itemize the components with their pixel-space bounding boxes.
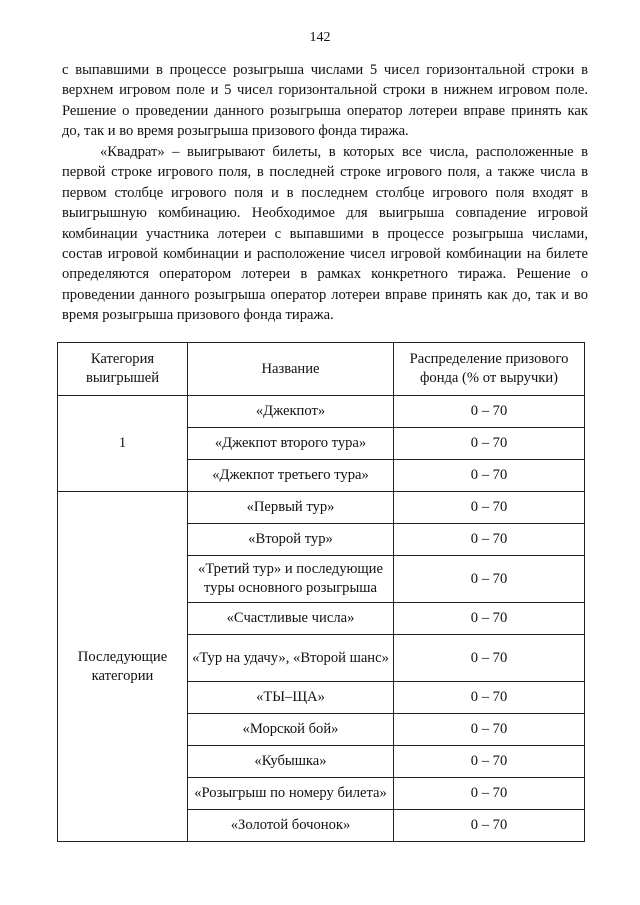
table-row [58,396,585,428]
prize-name-cell: «Джекпот второго тура» [188,428,394,460]
prize-share-cell: 0 – 70 [394,396,585,428]
prize-name-cell: «Третий тур» и последующие туры основного розыгрыша [188,556,394,603]
prize-share-cell: 0 – 70 [394,746,585,778]
prize-name-cell: «Золотой бочонок» [188,810,394,842]
paragraph-continuation: с выпавшими в процессе розыгрыша числами 5 чисел горизонтальной строки в верхнем игровом поле и 5 чисел горизонтальной строки в нижнем игровом поле. Решение о проведении данного розыгрыша оператор лотереи вправе принять как до, так и во время розыгрыша призового фонда тиража. [62,62,588,140]
category-cell: Последующие категории [58,492,188,842]
prize-share-cell: 0 – 70 [394,603,585,635]
prize-name-cell: «Первый тур» [188,492,394,524]
prize-share-cell: 0 – 70 [394,428,585,460]
prize-name-cell: «Кубышка» [188,746,394,778]
prize-name-cell: «Джекпот» [188,396,394,428]
prize-distribution-table [57,342,585,842]
prize-share-cell: 0 – 70 [394,556,585,603]
prize-share-cell: 0 – 70 [394,524,585,556]
prize-name-cell: «Джекпот третьего тура» [188,460,394,492]
prize-share-cell: 0 – 70 [394,635,585,682]
header-distribution: Распределение призового фонда (% от выручки) [394,343,585,396]
prize-share-cell: 0 – 70 [394,810,585,842]
header-category: Категория выигрышей [58,343,188,396]
prize-name-cell: «Второй тур» [188,524,394,556]
table-header-row [58,343,585,396]
prize-name-cell: «Розыгрыш по номеру билета» [188,778,394,810]
prize-name-cell: «Тур на удачу», «Второй шанс» [188,635,394,682]
prize-share-cell: 0 – 70 [394,778,585,810]
prize-name-cell: «ТЫ–ЩА» [188,682,394,714]
prize-name-cell: «Морской бой» [188,714,394,746]
page-number: 142 [309,30,331,45]
header-name: Название [188,343,394,396]
prize-share-cell: 0 – 70 [394,682,585,714]
prize-share-cell: 0 – 70 [394,460,585,492]
category-cell: 1 [58,396,188,492]
prize-name-cell: «Счастливые числа» [188,603,394,635]
table-row [58,492,585,524]
paragraph-kvadrat: «Квадрат» – выигрывают билеты, в которых все числа, расположенные в первой строке игрового поля, в последней строке игрового поля, а также числа в первом столбце игрового поля и в последнем столбце игрового поля входят в выигрышную комбинацию. Необходимое для выигрыша совпадение игровой комбинации участника лотереи с выпавшими в процессе розыгрыша числами, состав игровой комбинации и расположение чисел игровой комбинации на билете определяются оператором лотереи в рамках конкретного тиража. Решение о проведении данного розыгрыша оператор лотереи вправе принять как до, так и во время розыгрыша призового фонда тиража. [62,144,588,324]
prize-share-cell: 0 – 70 [394,492,585,524]
prize-share-cell: 0 – 70 [394,714,585,746]
